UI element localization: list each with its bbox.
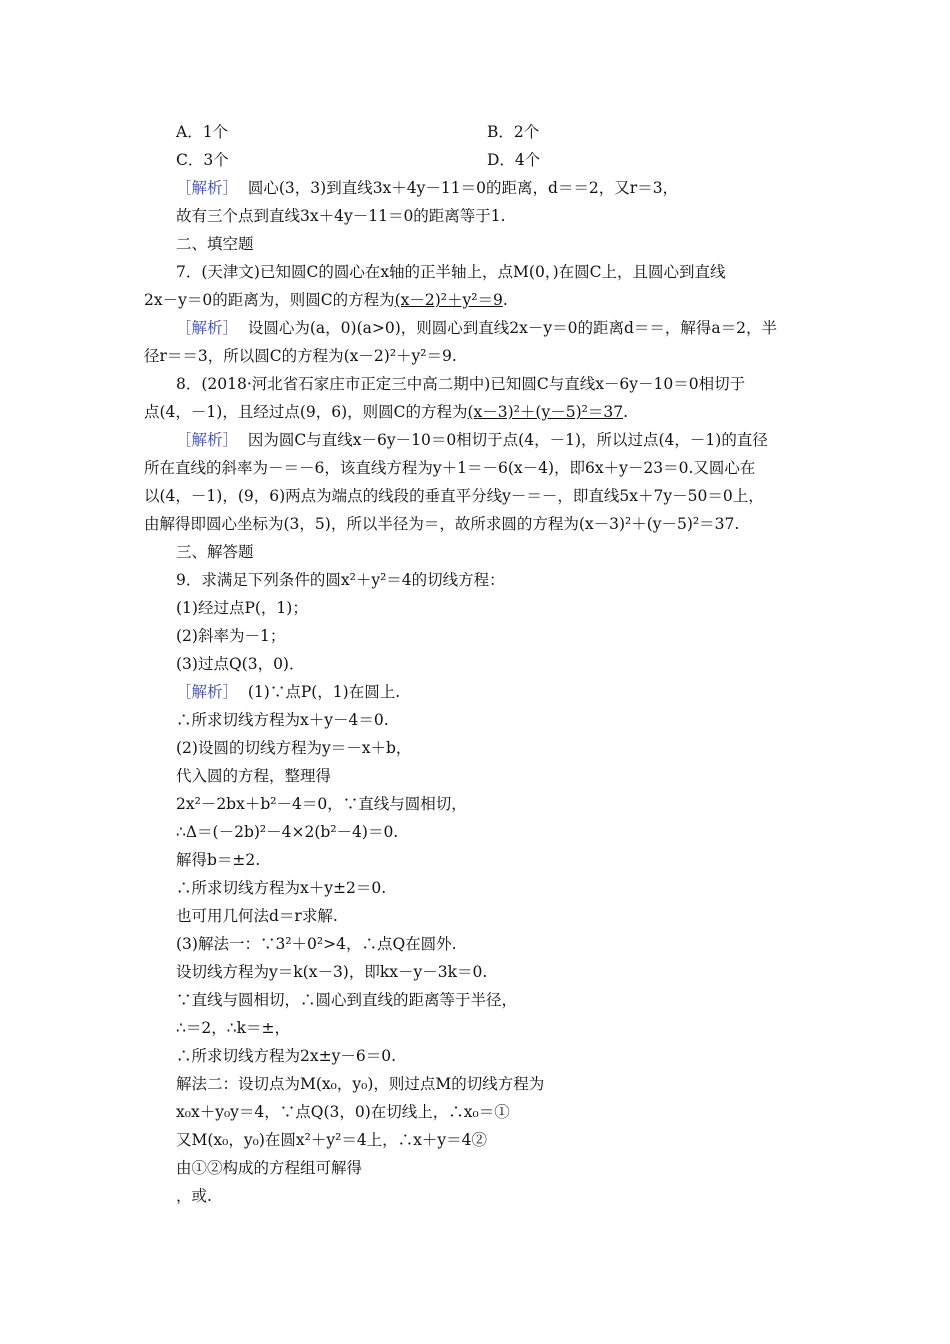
answer-7: (x－2)²＋y²＝9 (394, 291, 503, 309)
text-line (176, 681, 400, 703)
text-line (176, 317, 777, 339)
text-line: 以(4，－1)，(9，6)两点为端点的线段的垂直平分线y－＝－，即直线5x＋7y－50＝0上， (144, 487, 764, 505)
question-8-cont: 点(4，－1)，且经过点(9，6)，则圆C的方程为 (144, 403, 468, 421)
question-7-cont: 2x－y＝0的距离为，则圆C的方程为 (144, 291, 395, 309)
analysis-text: 因为圆C与直线x－6y－10＝0相切于点(4，－1)，所以过点(4，－1)的直径 (247, 431, 768, 449)
section-heading: 二、填空题 (176, 235, 254, 253)
text-line: 又M(x₀，y₀)在圆x²＋y²＝4上，∴x＋y＝4② (176, 1131, 488, 1149)
text-line: (2)斜率为－1； (176, 627, 286, 645)
question-8: 8．(2018·河北省石家庄市正定三中高二期中)已知圆C与直线x－6y－10＝0相切于 (176, 375, 746, 393)
text-line: 2x²－2bx＋b²－4＝0，∵直线与圆相切， (176, 795, 467, 813)
analysis-text: (1)∵点P(，1)在圆上. (247, 683, 401, 701)
text-line: 径r＝＝3，所以圆C的方程为(x－2)²＋y²＝9. (144, 347, 457, 365)
period: . (623, 403, 628, 421)
option-b: B．2个 (487, 123, 540, 141)
option-a: A．1个 (176, 123, 229, 141)
text-line (144, 401, 628, 423)
question-7: 7．(天津文)已知圆C的圆心在x轴的正半轴上，点M(0，)在圆C上，且圆心到直线 (176, 263, 726, 281)
text-line: ∵直线与圆相切，∴圆心到直线的距离等于半径， (176, 991, 518, 1009)
text-line: 故有三个点到直线3x＋4y－11＝0的距离等于1. (176, 207, 506, 225)
text-line: 所在直线的斜率为－＝－6，该直线方程为y＋1＝－6(x－4)，即6x＋y－23＝0.又圆心在 (144, 459, 756, 477)
text-line (176, 177, 678, 199)
text-line: ，或. (176, 1187, 212, 1205)
text-line: ∴所求切线方程为x＋y－4＝0. (176, 711, 389, 729)
text-line (176, 429, 768, 451)
analysis-text: 设圆心为(a，0)(a>0)，则圆心到直线2x－y＝0的距离d＝＝，解得a＝2，半 (247, 319, 778, 337)
option-d: D．4个 (487, 151, 541, 169)
analysis-tag: ［解析］ (176, 431, 239, 449)
text-line: 由①②构成的方程组可解得 (176, 1159, 363, 1177)
text-line (144, 289, 508, 311)
analysis-tag: ［解析］ (176, 179, 239, 197)
text-line: (2)设圆的切线方程为y＝－x＋b， (176, 739, 412, 757)
text-line: (3)过点Q(3，0)． (176, 655, 305, 673)
analysis-text: 圆心(3，3)到直线3x＋4y－11＝0的距离，d＝＝2，又r＝3， (247, 179, 679, 197)
text-line: 由解得即圆心坐标为(3，5)，所以半径为＝，故所求圆的方程为(x－3)²＋(y－5)²＝37. (144, 515, 740, 533)
option-c: C．3个 (176, 151, 229, 169)
text-line: 代入圆的方程，整理得 (176, 767, 332, 785)
analysis-tag: ［解析］ (176, 683, 239, 701)
analysis-tag: ［解析］ (176, 319, 239, 337)
question-9: 9．求满足下列条件的圆x²＋y²＝4的切线方程： (176, 571, 505, 589)
text-line: (1)经过点P(，1)； (176, 599, 308, 617)
section-heading: 三、解答题 (176, 543, 254, 561)
text-line: ∴＝2，∴k＝±， (176, 1019, 290, 1037)
text-line: ∴所求切线方程为x＋y±2＝0. (176, 879, 387, 897)
text-line: (3)解法一：∵3²＋0²>4，∴点Q在圆外. (176, 935, 457, 953)
text-line: ∴Δ＝(－2b)²－4×2(b²－4)＝0. (176, 823, 399, 841)
period: . (502, 291, 508, 309)
text-line: 设切线方程为y＝k(x－3)，即kx－y－3k＝0. (176, 963, 488, 981)
answer-8: (x－3)²＋(y－5)²＝37 (467, 403, 624, 421)
text-line: ∴所求切线方程为2x±y－6＝0. (176, 1047, 396, 1065)
text-line: x₀x＋y₀y＝4，∵点Q(3，0)在切线上，∴x₀＝① (176, 1103, 510, 1121)
text-line: 解得b＝±2. (176, 851, 261, 869)
text-line: 解法二：设切点为M(x₀，y₀)，则过点M的切线方程为 (176, 1075, 545, 1093)
text-line: 也可用几何法d＝r求解. (176, 907, 338, 925)
